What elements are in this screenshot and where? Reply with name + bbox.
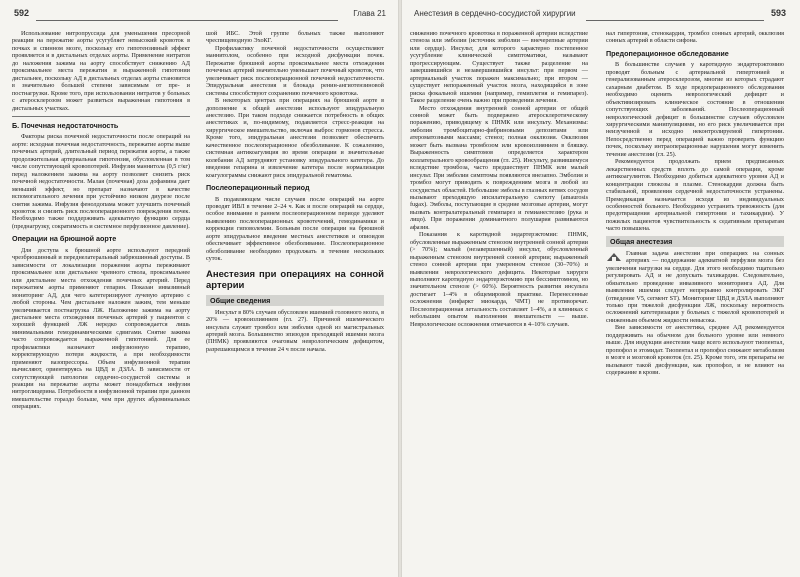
right-header-rule [586,20,764,21]
paragraph: Инсульт в 80% случаев обусловлен ишемией головного мозга, в 20% — кровоизлиянием (гл. 27). Причиной ишемического инсульта служит тромбоз или эмболия одной из магистральных артерий мозга. Большинство эпизодов преходящей ишемии мозга (ПНМК) проявляются очаговым неврологическим дефицитом, разрешающимся в течение 24 ч после начала. [206,308,384,353]
paragraph: нал гипертония, стенокардия, тромбоз сонных артерий, окклюзия сонных артерий в области сифона. [606,30,784,45]
paragraph: Для доступа к брюшной аорте используют передний чрезбрюшинный и переднелатеральный забрюшинный доступы. В зависимости от локализации поражения аорты пережимают проксимальнее или дистальнее чревного ствола, проксимальнее или дистальнее места отхождения почечных артерий. Перед пережатием аорты применяют гепарин. Показан инвазивный мониторинг АД, для чего катетеризируют лучевую артерию с любой стороны. Чем дистальнее наложен зажим, тем меньше увеличивается постнагрузка ЛЖ. Наложение зажима на аорту дистальнее места отхождения почечных артерий у пациентов с хорошей функцией ЛЖ нередко сопровождается лишь минимальными гемодинамическими сдвигами. Снятие зажима часто сопровождается выраженной гипотонией. Для ее профилактики назначают инфузионную терапию, корректирующую потери жидкости, а при необходимости применяют вазопрессоры. Объем инфузионной терапии вычисляют, ориентируясь на ЦВД и ДЗЛА. В зависимости от сопутствующей патологии сердечно-сосудистой системы и реакции на пережатие аорты может понадобиться инфузия нитроглицерина. Потребности в инфузионной терапии при данном вмешательстве гораздо больше, чем при других абдоминальных операциях. [12,246,190,411]
paragraph: Место отхождения внутренней сонной артерии от общей сонной может быть подвержено атеросклеротическому поражению, приводящему к ПНМК или инсульту. Механизмы: эмболия тромбоцитарно-фибриновыми депозитами или атероматозными массами; стеноз; полная окклюзия. Окклюзия может быть вызвана тромбозом или кровоизлиянием в бляшку. Выраженность симптомов определяется характером коллатерального кровообращения (гл. 25). Инсульту, развившемуся вследствие тромбоза, часто предшествует ПНМК или малый инсульт. При эмболии симптомы появляются внезапно. Эмболия и тромбоз могут приводить к повреждениям мозга в любой из сосудистых областей. Небольшие эмболы в глазных ветвях сосудов вызывают преходящую ипсилатеральную слепоту (amaurosis fugax). Эмболы, поступающие в средние мозговые артерии, могут вызвать контралатеральный гемипарез и гемианестезию (рука и лицо). При поражении доминантного полушария развиваются афазия. [410,104,588,231]
section-heading-renal-failure: Б. Почечная недостаточность [12,120,119,130]
left-column-1 [12,30,190,411]
left-header-rule [36,20,338,21]
right-column-2 [606,30,784,377]
left-page-number: 592 [14,8,30,18]
section-heading-preop: Предоперационное обследование [606,48,729,58]
subsection-heading-general: Общие сведения [206,295,384,306]
paragraph: Профилактику почечной недостаточности осуществляют маннитолом, особенно при исходной дисфункции почек. Пережатие брюшной аорты проксимальнее места отхождения почечных артерий значительно уменьшает почечный кровоток, что увеличивает риск послеоперационной почечной недостаточности. Эпидуральная анестезия и блокада ренин-ангиотензиновой системы способствуют сохранению почечного кровотока. [206,44,384,97]
paragraph: В некоторых центрах при операциях на брюшной аорте в дополнение к общей анестезии используют эпидуральную анестезию. При таком подходе снижается потребность в общих анестетиках и, по-видимому, подавляется стресс-реакция на хирургическое вмешательство, включая выброс гормонов стресса. Кроме того, эпидуральная анестезия позволяет обеспечить качественное послеоперационное обезболивание. К сожалению, системная антикоагуляция во время операции и значительные колебания АД затрудняют установку эпидурального катетера. До введения гепарина и извлечение катетера после нормализации коагулограммы снижают риск эпидуральной гематомы. [206,97,384,179]
right-page [400,0,800,577]
right-running-head [414,8,786,24]
paragraph: Показания к каротидной эндартерэктомии: ПНМК, обусловленные выраженным стенозом внутренней сонной артерии (> 70%); малый (незавершенный) инсульт, обусловленный выраженным стенозом внутренней сонной артерии; выраженный стеноз сонной артерии при умеренном стенозе (30–70%) и выявлении неврологического дефицита. Некоторые хирурги выполняют каротидную эндартерэктомию при бессимптомном, но значительном стенозе (> 60%). Вероятность развития инсульта достигает 1–4% в общемировой практике. Перенесенные осложнения (инфаркт миокарда, ЧМТ) не противоречат. Послеоперационная летальность составляет 1–4%, а в клиниках с небольшим опытом выполнения вмешательств — выше. Неврологические осложнения отмечаются в 4–10% случаев. [410,231,588,328]
right-column-1 [410,30,588,328]
paragraph: шой ИБС. Этой группе больных также выполняют чреспищеводную ЭхоКГ. [206,30,384,45]
book-gutter [398,0,402,577]
paragraph: Рекомендуется продолжать прием предписанных лекарственных средств вплоть до самой операции, кроме антикоагулянтов. Необходимо добиться адекватного уровня АД и концентрации глюкозы в плазме. Стенокардия должна быть стабильной, проявления сердечной недостаточности устранены. Премедикация назначается исходя из индивидуальных особенностей больного. Необходимо устранить тревожность (для предотвращения артериальной гипертонии и тахикардии). У пожилых пациентов чувствительность к седативным препаратам часто повышена. [606,158,784,233]
paragraph [606,250,784,325]
paragraph: Факторы риска почечной недостаточности после операций на аорте: исходная почечная недостаточность, пережатие аорты выше почечных артерий, длительный период пережатия аорты, а также продолжительная артериальная гипотензия, обусловленная в том числе сопутствующей кровопотерей. Инфузия маннитола (0,5 г/кг) перед наложением зажима на аорту позволяет снизить риск почечной недостаточности. Малая (почечная) доза дофамина дает меньший эффект, но препарат назначают в качестве вспомогательного лечения при устойчиво низком диурезе после снятия зажима. Инфузия фенолдопама может улучшить почечный кровоток и снизить риск послеоперационного повреждения почек. Необходимо также поддерживать адекватную функцию сердца (преднагрузку, сократимость и системное перфузионное давление). [12,133,190,230]
paragraph: Вне зависимости от анестетика, среднее АД рекомендуется поддерживать на обычном для больного уровне или немного выше. Для индукции анестезии чаще всего используют тиопентал, пропофол и этомидат. Тиопентал и пропофол снижают метаболизм в мозге и мозговой кровоток (гл. 25). Кроме того, эти препараты не вызывают такой дисфункции, как пропофол, и не влияют на содержание в крови. [606,324,784,377]
section-rule [12,116,190,117]
section-heading-abdominal-aorta: Операции на брюшной аорте [12,234,117,244]
paragraph-text: Главная задача анестезии при операциях на сонных артериях — поддержание адекватной перфузии мозга без увеличения нагрузки на сердце. Для этого необходимо тщательно регулировать АД и не допускать тахикардии. Следовательно, обязательно проведение инвазивного мониторинга АД. Для выявления ишемии следует непрерывно контролировать ЭКГ (отведение V5, сегмент ST). Мониторинг ЦВД и ДЗЛА выполняют только при тяжелой дисфункции ЛЖ, поскольку вероятность осложнений катетеризации у больных с тяжелой кровопотерей и сниженным объемом жидкости невысока. [606,249,784,324]
paragraph: Использование нитропруссида для уменьшения пресорной реакции на пережатие аорты усугубляет невысокий кровоток в почках и спинном мозге, поскольку его гипотензивный эффект проявляется и в дистальных отделах аорты. Применение нитратов до наложения зажима на аорту способствует снижению АД проксимальнее места пережатия и выраженной гипотонии дистальнее, поскольку АД в дистальных отделах аорты становится в значительно большей степени зависимым от пре- и постнагрузки. Кроме того, при использовании нитратов у больных с атеросклерозом может развиться выраженная гипотония в дистальных участках. [12,30,190,112]
subsection-heading-general-anesthesia: Общая анестезия [606,236,784,247]
left-running-head [14,8,386,24]
left-chapter-label: Глава 21 [353,9,386,18]
paragraph: снижению почечного кровотока в пораженной артерии вследствие стеноза или эмболии (источник эмболии — внечерепные артерии или сердце). Инсульт, для которого характерно постепенное усугубление клинической симптоматики, называют прогрессирующим. Существует также разделение на завершившийся и незавершившийся инсульт: при первом — артериальный участок поражен максимально; при втором — существует непораженный участок мозга, находящийся в зоне риска фокальной ишемии (например, гемиплегия и гемипарез). Такое разделение очень важно при проведении лечения. [410,30,588,105]
section-heading-postop: Послеоперационный период [206,183,310,193]
paragraph: В подавляющем числе случаев после операций на аорте проводят ИВЛ в течение 2–24 ч. Как и после операций на сердце, особое внимание в раннем послеоперационном периоде уделяют выявлению послеоперационных кровотечений, гемодинамики и коррекции гиповолемии. Больным после операции на брюшной аорте эпидуральное введение местных анестетиков и опиоидов обеспечивает эффективное обезболивание. Послеоперационное обезболивание необходимо продолжать в течение нескольких суток. [206,195,384,263]
right-chapter-label: Анестезия в сердечно-сосудистой хирургии [414,9,576,18]
right-page-number: 593 [770,8,786,18]
paragraph: В большинстве случаев у каротидную эндартерэктомию проводят больным с артериальной гипертонией и генерализованным атеросклерозом, многие из которых страдают сахарным диабетом. В ходе предоперационного обследования необходимо оценить неврологический дефицит и объективизировать клиническое состояние в отношении сопутствующих заболеваний. Послеоперационный неврологический дефицит в большинстве случаев обусловлен хирургическими манипуляциями, но его риск увеличивается при неизученной и исходно неконтролируемой гипертонии. Непосредственно перед операцией важно проверить функцию почек, поскольку интраоперационные нарушения могут изменить течение анестезии (гл. 25). [606,61,784,158]
left-column-2 [206,30,384,353]
section-heading-carotid: Анестезия при операциях на сонной артерии [206,268,384,291]
key-point-icon [606,251,622,263]
